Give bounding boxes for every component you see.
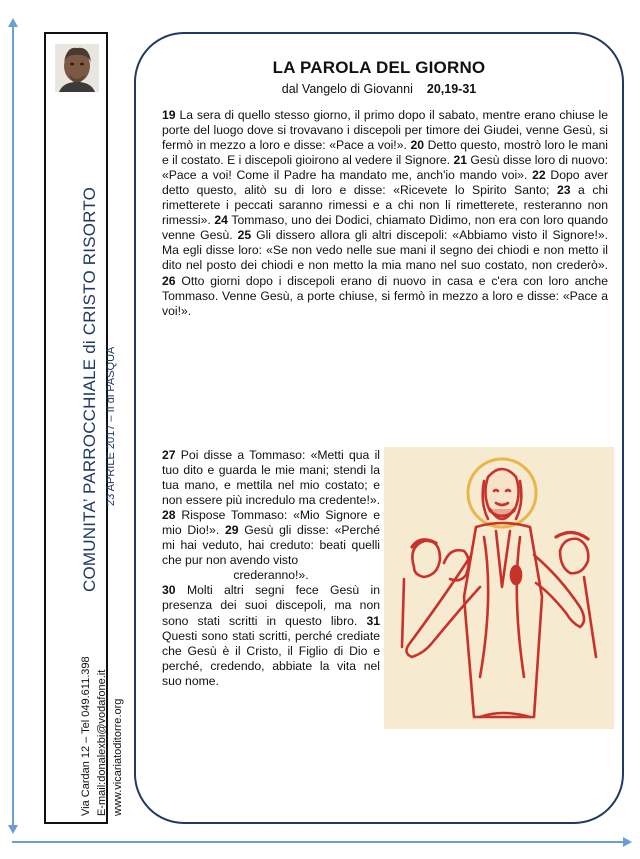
email-line: E-mail:donalexbi@vodafone.it xyxy=(96,669,108,816)
verse-number: 30 xyxy=(162,583,176,598)
parish-title: COMUNITA’ PARROCCHIALE di CRISTO RISORTO xyxy=(80,186,99,592)
arrow-down-icon xyxy=(8,825,18,834)
verse-number: 25 xyxy=(237,228,252,243)
portrait-photo-icon xyxy=(55,44,99,92)
vertical-arrow xyxy=(12,26,14,826)
verse-text: Dopo aver detto questo, alitò su di loro e disse: «Ricevete lo Spirito Santo; xyxy=(162,168,609,198)
verse-text: a chi rimetterete i peccati saranno rimessi e a chi non li rimetterete, resteranno non rimessi». xyxy=(162,183,608,228)
verse-number: 22 xyxy=(532,168,546,183)
verse-text-end: crederanno!». xyxy=(233,568,309,583)
verse-text: Molti altri segni fece Gesù in presenza dei suoi discepoli, ma non sono stati scritti in questo libro. xyxy=(162,583,380,628)
arrow-up-icon xyxy=(8,18,18,27)
website-line: www.vicariatoditorre.org xyxy=(112,698,124,816)
page-title: LA PAROLA DEL GIORNO xyxy=(272,58,486,77)
side-strip xyxy=(44,32,124,824)
verse-number: 20 xyxy=(410,138,424,153)
gospel-panel xyxy=(134,32,624,824)
gospel-reading xyxy=(162,108,608,319)
verse-text: Tommaso, uno dei Dodici, chiamato Dìdimo, non era con loro quando venne Gesù. xyxy=(162,213,608,243)
verse-text: Gli dissero allora gli altri discepoli: «Abbiamo visto il Signore!». Ma egli disse loro: «Se non vedo nelle sue mani il segno dei chiodi e non metto il dito nel posto dei chiodi e non metto la mia mano nel suo costato, non crederò». xyxy=(162,228,609,273)
verse-text: Gesù gli disse: «Perché mi hai veduto, hai creduto: beati quelli che pur non avendo visto xyxy=(162,523,380,568)
risen-christ-illustration-icon xyxy=(384,447,614,729)
address-line: Via Cardan 12 – Tel 049.611.398 xyxy=(80,656,92,816)
subtitle-text: dal Vangelo di Giovanni xyxy=(281,82,413,96)
side-rotated-text xyxy=(78,124,142,824)
arrow-right-icon xyxy=(623,837,632,847)
verse-number: 28 xyxy=(162,508,176,523)
verse-number: 19 xyxy=(162,108,176,122)
verse-number: 23 xyxy=(556,183,571,198)
horizontal-arrow xyxy=(12,841,624,843)
gospel-reference: 20,19-31 xyxy=(426,82,477,96)
verse-text: Otto giorni dopo i discepoli erano di nuovo in casa e c'era con loro anche Tommaso. Venne Gesù, a porte chiuse, si fermò in mezzo a loro e disse: «Pace a voi!». xyxy=(162,273,608,318)
verse-text: Questi sono stati scritti, perché crediate che Gesù è il Cristo, il Figlio di Dio e perché, credendo, abbiate la vita nel suo nome. xyxy=(162,628,380,688)
parish-date: 23 APRILE 2017 – II di PASQUA xyxy=(105,346,117,506)
verse-number: 26 xyxy=(162,273,176,288)
verse-text: Gesù disse loro di nuovo: «Pace a voi! Come il Padre ha mandato me, anch'io mando voi». xyxy=(162,153,608,183)
gospel-reading-column xyxy=(162,448,380,689)
verse-number: 27 xyxy=(162,448,176,462)
verse-text: Detto questo, mostrò loro le mani e il costato. E i discepoli gioirono al vedere il Signore. xyxy=(162,138,609,168)
verse-text: Rispose Tommaso: «Mio Signore e mio Dio!». xyxy=(162,508,380,538)
verse-number: 31 xyxy=(366,613,380,628)
gospel-subtitle xyxy=(136,82,622,96)
verse-number: 21 xyxy=(453,153,468,168)
verse-text: La sera di quello stesso giorno, il primo dopo il sabato, mentre erano chiuse le porte del luogo dove si trovavano i discepoli per timore dei Giudei, venne Gesù, si fermò in mezzo a loro e disse: «Pace a voi!». xyxy=(162,108,608,153)
verse-number: 29 xyxy=(224,523,239,538)
verse-text: Poi disse a Tommaso: «Metti qua il tuo dito e guarda le mie mani; stendi la tua mano, e mettila nel mio costato; e non essere più incredulo ma credente!». xyxy=(162,448,380,508)
verse-number: 24 xyxy=(214,213,228,228)
